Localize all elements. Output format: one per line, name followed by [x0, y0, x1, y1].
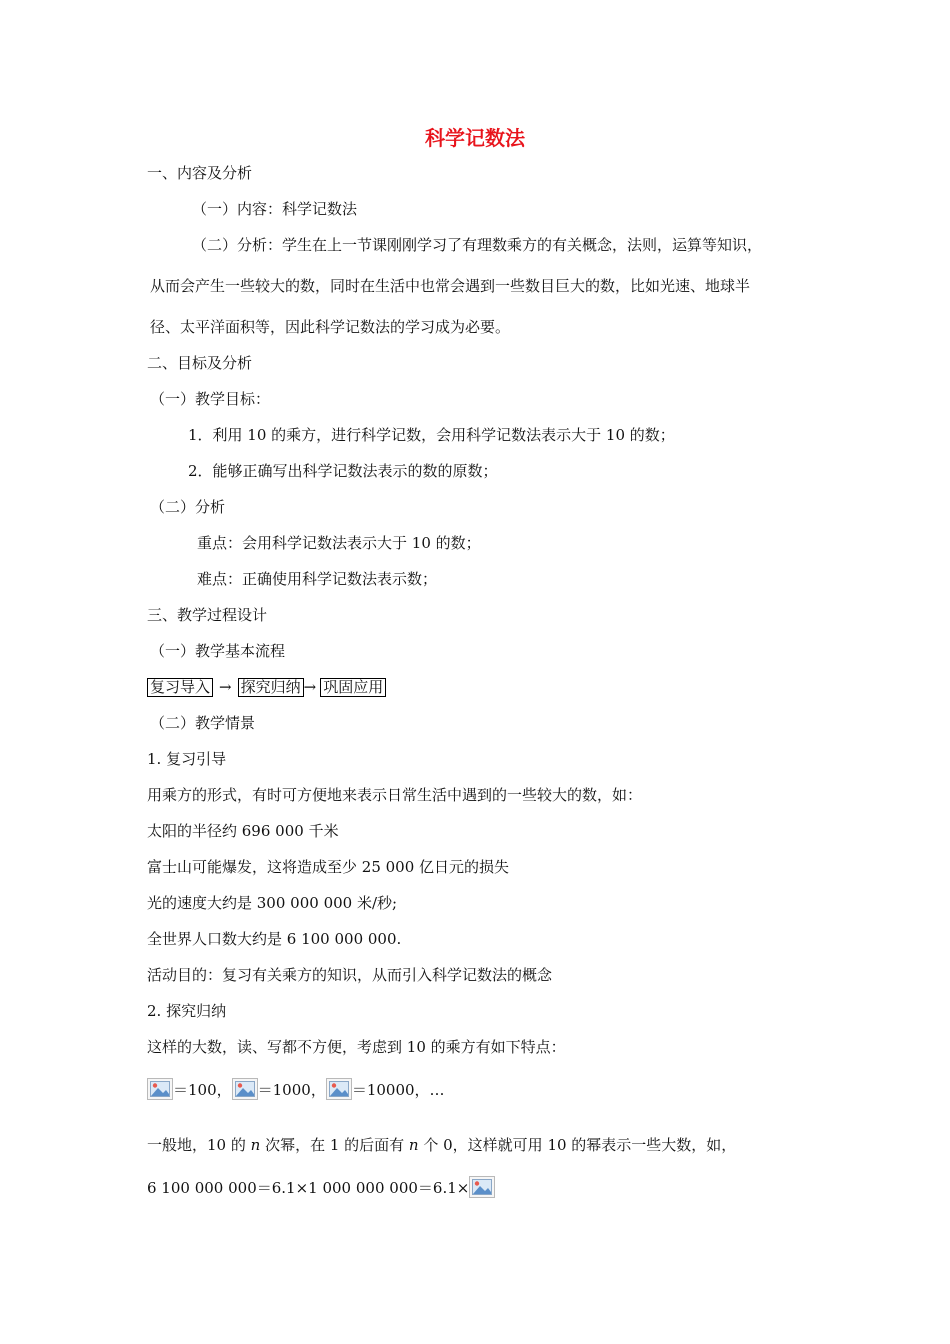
power-equation: ＝100，	[173, 1081, 232, 1099]
goal-item: 2．能够正确写出科学记数法表示的数的原数；	[188, 462, 498, 480]
example-equation	[147, 1176, 495, 1198]
formula-image-icon	[232, 1078, 258, 1100]
analysis-line: 径、太平洋面积等，因此科学记数法的学习成为必要。	[150, 318, 511, 336]
analysis-line: 从而会产生一些较大的数，同时在生活中也常会遇到一些数目巨大的数，比如光速、地球半	[150, 277, 751, 295]
general-statement	[147, 1135, 736, 1155]
flow-step-consolidate: 巩固应用	[320, 678, 386, 697]
key-point: 重点：会用科学记数法表示大于 10 的数；	[197, 534, 481, 552]
flow-arrow-icon: →	[303, 678, 317, 696]
example-text: 6 100 000 000＝6.1×1 000 000 000＝6.1×	[147, 1179, 470, 1197]
subsection-heading: （二）分析	[150, 498, 226, 516]
page-title: 科学记数法	[425, 126, 525, 150]
general-text: 一般地，10 的	[147, 1136, 251, 1154]
power-equation: ＝10000，…	[351, 1081, 445, 1099]
subsection-heading: （一）教学基本流程	[150, 642, 286, 660]
flow-diagram	[147, 677, 386, 697]
flow-step-review: 复习导入	[147, 678, 213, 697]
example-line: 太阳的半径约 696 000 千米	[147, 822, 339, 840]
general-text: 个 0，这样就可用 10 的幂表示一些大数，如，	[418, 1136, 737, 1154]
section-heading-2: 二、目标及分析	[147, 354, 253, 372]
content-line: （一）内容：科学记数法	[192, 200, 358, 218]
step-heading: 2. 探究归纳	[147, 1002, 227, 1020]
step-heading: 1. 复习引导	[147, 750, 227, 768]
section-heading-1: 一、内容及分析	[147, 164, 253, 182]
subsection-heading: （二）教学情景	[150, 714, 256, 732]
paragraph: 这样的大数，读、写都不方便，考虑到 10 的乘方有如下特点：	[147, 1038, 566, 1056]
example-line: 全世界人口数大约是 6 100 000 000.	[147, 930, 402, 948]
goal-item: 1．利用 10 的乘方，进行科学记数，会用科学记数法表示大于 10 的数；	[188, 426, 675, 444]
paragraph: 用乘方的形式，有时可方便地来表示日常生活中遇到的一些较大的数，如：	[147, 786, 643, 804]
activity-purpose: 活动目的：复习有关乘方的知识，从而引入科学记数法的概念	[147, 966, 553, 984]
flow-arrow-icon: →	[219, 678, 232, 696]
general-text: 次幂，在 1 的后面有	[260, 1136, 409, 1154]
analysis-line: （二）分析：学生在上一节课刚刚学习了有理数乘方的有关概念，法则，运算等知识，	[192, 236, 763, 254]
formula-image-icon	[147, 1078, 173, 1100]
subsection-heading: （一）教学目标：	[150, 390, 271, 408]
example-line: 富士山可能爆发，这将造成至少 25 000 亿日元的损失	[147, 858, 510, 876]
section-heading-3: 三、教学过程设计	[147, 606, 268, 624]
variable-n: n	[408, 1136, 419, 1154]
variable-n: n	[250, 1136, 261, 1154]
formula-image-icon	[326, 1078, 352, 1100]
example-line: 光的速度大约是 300 000 000 米/秒;	[147, 894, 398, 912]
formula-image-icon	[469, 1176, 495, 1198]
flow-step-explore: 探究归纳	[238, 678, 304, 697]
powers-line	[147, 1078, 445, 1100]
difficult-point: 难点：正确使用科学记数法表示数；	[197, 570, 438, 588]
power-equation: ＝1000，	[257, 1081, 326, 1099]
